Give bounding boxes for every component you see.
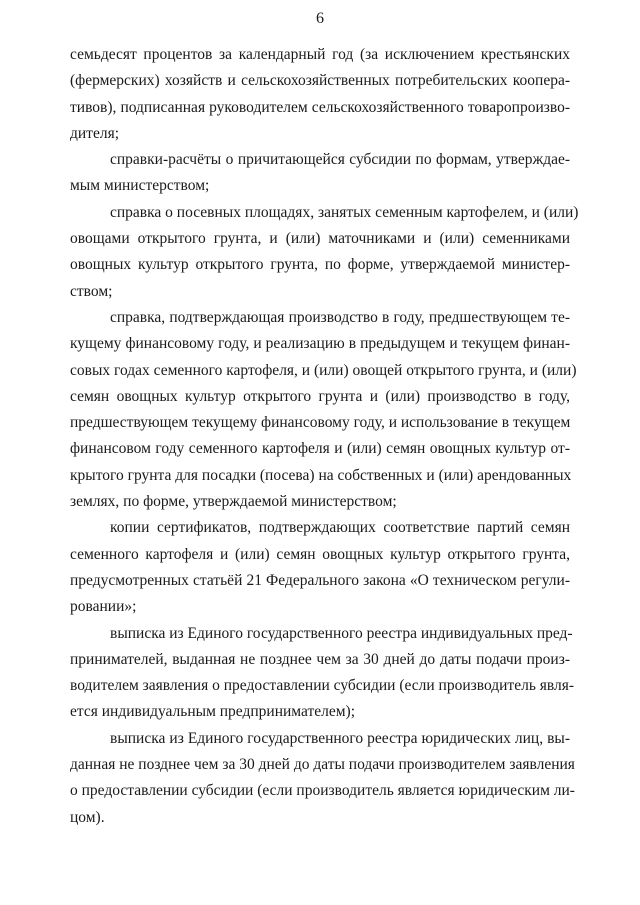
text-line: тивов), подписанная руководителем сельскохозяйственного товаропроизво- <box>70 98 570 116</box>
paragraph <box>70 147 570 200</box>
text-line: крытого грунта для посадки (посева) на собственных и (или) арендованных <box>70 466 572 484</box>
text-line: дителя; <box>70 124 120 142</box>
page-number: 6 <box>316 10 324 27</box>
text-line: предшествующем текущему финансовому году, и использование в текущем <box>70 414 571 432</box>
text-line: семян овощных культур открытого грунта и (или) производство в году, <box>70 387 570 405</box>
text-line: ровании»; <box>70 598 137 616</box>
text-line: ством; <box>70 282 113 300</box>
text-line: данная не позднее чем за 30 дней до даты подачи производителем заявления <box>70 756 575 774</box>
text-line: ется индивидуальным предпринимателем); <box>70 703 356 721</box>
text-line: выписка из Единого государственного реестра юридических лиц, вы- <box>110 729 570 747</box>
text-line: справка о посевных площадях, занятых семенным картофелем, и (или) <box>110 203 579 221</box>
text-line: кущему финансовому году, и реализацию в предыдущем и текущем финан- <box>70 335 570 353</box>
text-line: (фермерских) хозяйств и сельскохозяйственных потребительских коопера- <box>70 72 570 90</box>
paragraph <box>70 305 577 515</box>
text-line: о предоставлении субсидии (если производитель является юридическим ли- <box>70 782 575 800</box>
paragraph <box>70 42 570 147</box>
text-line: цом). <box>70 808 105 826</box>
text-line: совых годах семенного картофеля, и (или) овощей открытого грунта, и (или) <box>70 361 577 379</box>
text-line: семенного картофеля и (или) семян овощных культур открытого грунта, <box>70 545 570 563</box>
text-line: землях, по форме, утверждаемой министерством; <box>70 493 397 511</box>
text-line: выписка из Единого государственного реестра индивидуальных пред- <box>110 624 573 642</box>
paragraph <box>70 726 575 831</box>
text-line: справка, подтверждающая производство в году, предшествующем те- <box>110 308 570 326</box>
text-line: справки-расчёты о причитающейся субсидии по формам, утверждае- <box>110 151 570 169</box>
text-line: копии сертификатов, подтверждающих соответствие партий семян <box>110 519 570 537</box>
paragraph <box>70 515 570 620</box>
text-line: водителем заявления о предоставлении субсидии (если производитель явля- <box>70 677 575 695</box>
text-line: мым министерством; <box>70 177 210 195</box>
text-line: овощами открытого грунта, и (или) маточниками и (или) семенниками <box>70 230 570 248</box>
text-line: семьдесят процентов за календарный год (за исключением крестьянских <box>70 46 570 63</box>
paragraph <box>70 621 575 726</box>
text-line: предусмотренных статьёй 21 Федерального закона «О техническом регули- <box>70 571 570 589</box>
document-body <box>70 42 579 831</box>
paragraph <box>70 200 579 305</box>
text-line: принимателей, выданная не позднее чем за 30 дней до даты подачи произ- <box>70 650 570 668</box>
text-line: овощных культур открытого грунта, по форме, утверждаемой министер- <box>70 256 570 274</box>
text-line: финансовом году семенного картофеля и (или) семян овощных культур от- <box>70 440 570 458</box>
